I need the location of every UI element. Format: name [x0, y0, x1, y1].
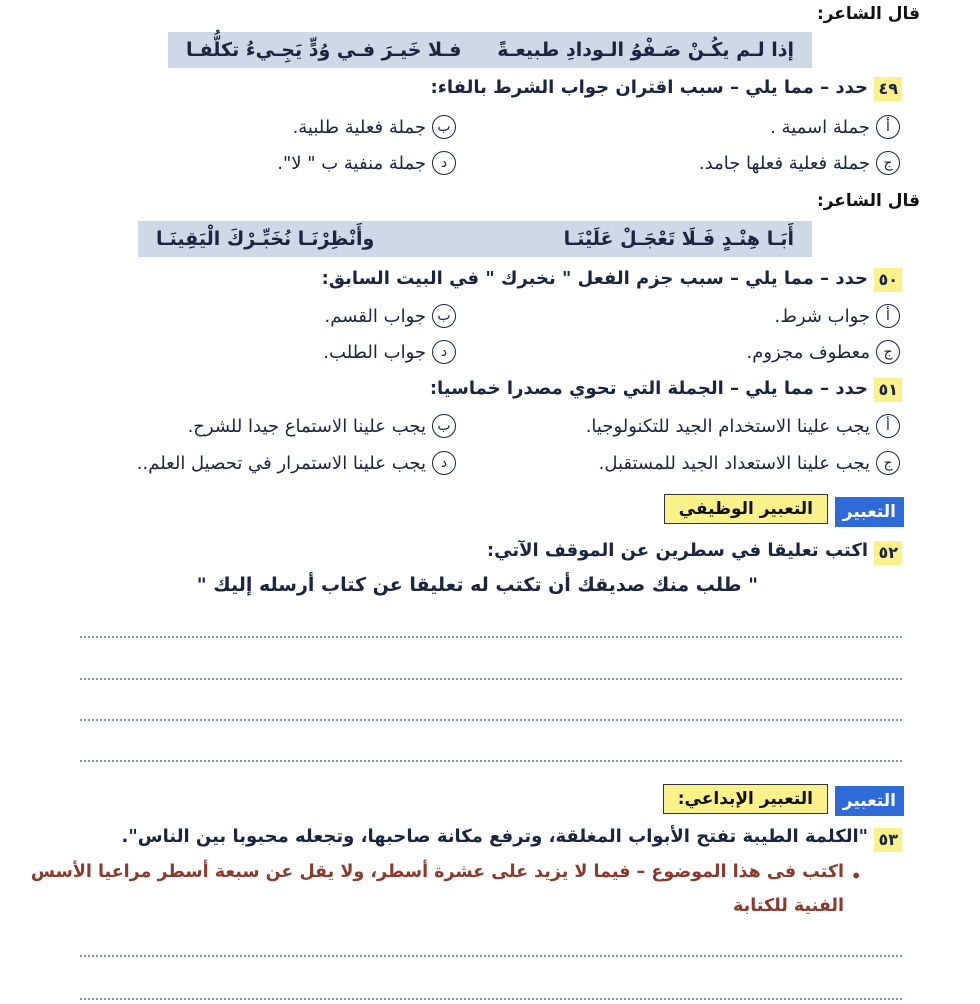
- option-letter: أ: [876, 115, 900, 139]
- option-a[interactable]: [775, 304, 900, 328]
- instruction-line-2: الفنية للكتابة: [733, 896, 844, 916]
- verse-second-hemistich: فـلا خَيـرَ فـي وُدٍّ يَجِـيءُ تكلُّفـا: [186, 39, 462, 61]
- option-text: جواب الطلب.: [323, 341, 426, 363]
- verse-first-hemistich: أَبَـا هِنْـدٍ فَـلَا تَعْجَـلْ عَلَيْنَـا: [563, 228, 794, 250]
- verse-box: [138, 221, 812, 257]
- option-text: جملة اسمية .: [770, 116, 870, 138]
- bullet-dot: •: [850, 864, 862, 888]
- option-text: جواب شرط.: [774, 305, 870, 327]
- option-letter: ب: [432, 304, 456, 328]
- option-text: يجب علينا الاستمرار في تحصيل العلم..: [136, 452, 426, 474]
- option-d[interactable]: [277, 151, 456, 175]
- answer-line[interactable]: [80, 955, 902, 957]
- option-letter: ج: [876, 340, 900, 364]
- option-c[interactable]: [699, 151, 900, 175]
- question-text: حدد – مما يلي – الجملة التي تحوي مصدرا خماسيا:: [429, 378, 868, 399]
- option-letter: د: [432, 340, 456, 364]
- question-text: حدد – مما يلي – سبب جزم الفعل " نخبرك " في البيت السابق:: [321, 268, 868, 289]
- section-tag: التعبير: [835, 786, 904, 816]
- option-d[interactable]: [137, 451, 456, 475]
- answer-line[interactable]: [80, 760, 902, 762]
- quote-text: "الكلمة الطيبة تفتح الأبواب المغلقة، وترفع مكانة صاحبها، وتجعله محبوبا بين الناس".: [121, 826, 868, 847]
- question-number: ٥٣: [874, 828, 902, 852]
- answer-line[interactable]: [80, 678, 902, 680]
- option-text: يجب علينا الاستماع جيدا للشرح.: [187, 415, 426, 437]
- option-text: جملة فعلية طلبية.: [292, 116, 426, 138]
- option-a[interactable]: [770, 115, 900, 139]
- option-text: جواب القسم.: [324, 305, 426, 327]
- option-text: يجب علينا الاستعداد الجيد للمستقبل.: [598, 452, 870, 474]
- option-letter: ب: [432, 115, 456, 139]
- option-c[interactable]: [746, 340, 900, 364]
- section-tag: التعبير: [835, 497, 904, 527]
- section-title: التعبير الوظيفي: [664, 494, 828, 524]
- option-c[interactable]: [599, 451, 900, 475]
- prompt-text: " طلب منك صديقك أن تكتب له تعليقا عن كتاب أرسله إليك ": [196, 574, 758, 596]
- option-letter: ب: [432, 414, 456, 438]
- option-d[interactable]: [323, 340, 456, 364]
- answer-line[interactable]: [80, 636, 902, 638]
- option-b[interactable]: [325, 304, 456, 328]
- question-text: اكتب تعليقا في سطرين عن الموقف الآتي:: [486, 540, 868, 561]
- option-letter: د: [432, 151, 456, 175]
- option-letter: ج: [876, 151, 900, 175]
- instruction-line-1: اكتب فى هذا الموضوع – فيما لا يزيد على عشرة أسطر، ولا يقل عن سبعة أسطر مراعيا الأسس: [30, 862, 844, 882]
- poet-intro: قال الشاعر:: [816, 191, 920, 211]
- verse-second-hemistich: وأَنْظِرْنَـا نُخَبِّـرْكَ الْيَقِينَـا: [156, 228, 375, 250]
- option-text: جملة فعلية فعلها جامد.: [698, 152, 870, 174]
- verse-box: [168, 32, 812, 68]
- verse-first-hemistich: إذا لـم يكُـنْ صَـفْوُ الـودادِ طبيعـةً: [497, 39, 794, 61]
- answer-line[interactable]: [80, 998, 902, 1000]
- question-number: ٤٩: [874, 77, 902, 101]
- poet-intro: قال الشاعر:: [816, 4, 920, 24]
- option-text: معطوف مجزوم.: [746, 341, 870, 363]
- question-text: حدد – مما يلي – سبب اقتران جواب الشرط بالفاء:: [430, 77, 868, 98]
- option-b[interactable]: [188, 414, 456, 438]
- option-text: جملة منفية ب " لا".: [277, 152, 426, 174]
- answer-line[interactable]: [80, 719, 902, 721]
- question-number: ٥٠: [874, 268, 902, 292]
- option-letter: د: [432, 451, 456, 475]
- option-a[interactable]: [586, 414, 900, 438]
- question-number: ٥١: [874, 378, 902, 402]
- question-number: ٥٢: [874, 541, 902, 565]
- option-letter: أ: [876, 304, 900, 328]
- option-text: يجب علينا الاستخدام الجيد للتكنولوجيا.: [585, 415, 870, 437]
- option-letter: أ: [876, 414, 900, 438]
- option-b[interactable]: [293, 115, 456, 139]
- option-letter: ج: [876, 451, 900, 475]
- section-title: التعبير الإبداعي:: [663, 784, 828, 814]
